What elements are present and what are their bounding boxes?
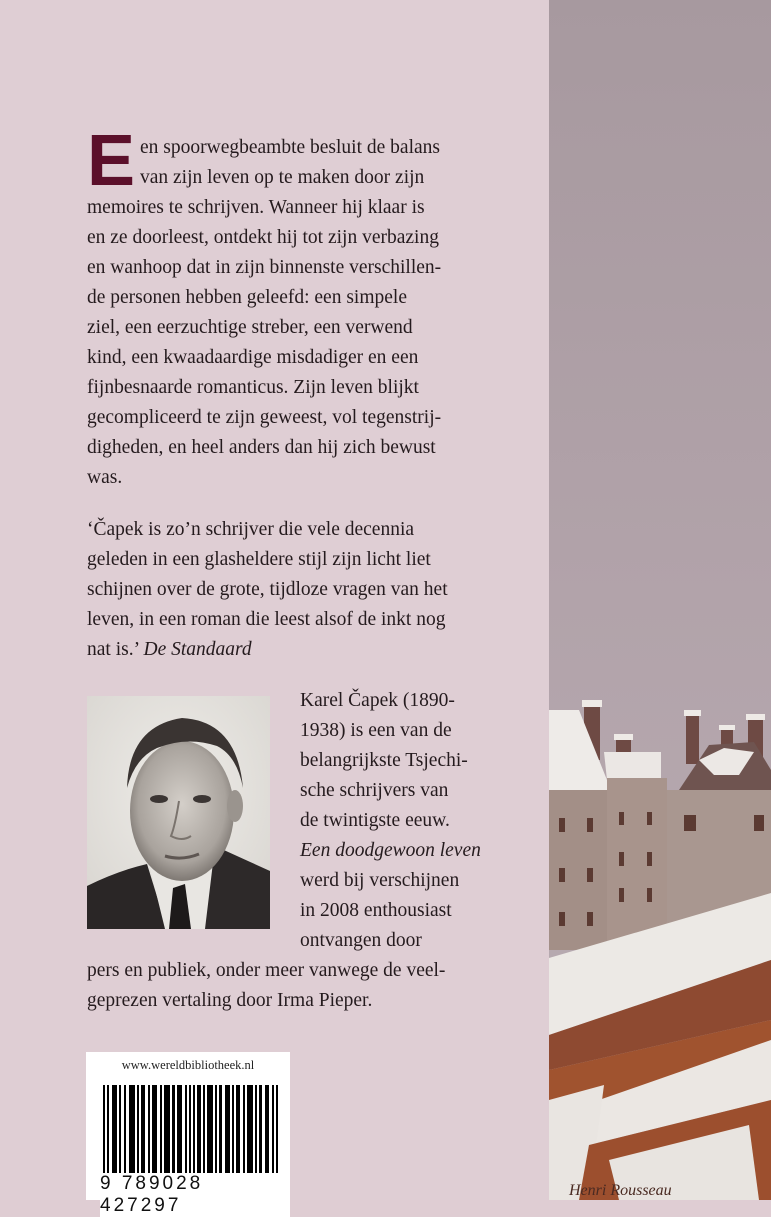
quote-line: schijnen over de grote, tijdloze vragen van het [87, 579, 448, 600]
bio-line: pers en publiek, onder meer vanwege de veel- [87, 960, 446, 981]
quote-line-last [87, 635, 527, 665]
blurb-line: de personen hebben geleefd: een simpele [87, 287, 407, 308]
blurb-line: fijnbesnaarde romanticus. Zijn leven blijkt [87, 377, 419, 398]
blurb-line: en spoorwegbeambte besluit de balans [140, 137, 440, 158]
author-bio-full [87, 956, 537, 1016]
quote-line: geleden in een glasheldere stijl zijn licht liet [87, 549, 431, 570]
blurb-line: digheden, en heel anders dan hij zich bewust [87, 437, 436, 458]
snowy-rooftops-painting-icon [549, 0, 771, 1200]
review-quote [87, 515, 527, 665]
barcode-icon [103, 1085, 283, 1185]
quote-source: De Standaard [143, 639, 252, 660]
book-title: Een doodgewoon leven [300, 840, 481, 861]
blurb-line: ziel, een eerzuchtige streber, een verwend [87, 317, 413, 338]
blurb-line: en ze doorleest, ontdekt hij tot zijn verbazing [87, 227, 439, 248]
bio-line: werd bij verschijnen [300, 870, 460, 891]
bio-line: de twintigste eeuw. [300, 810, 450, 831]
bio-line: 1938) is een van de [300, 720, 452, 741]
isbn-number: 9 789028 427297 [100, 1173, 290, 1217]
blurb-line: memoires te schrijven. Wanneer hij klaar is [87, 197, 425, 218]
barcode-panel [86, 1052, 290, 1216]
bio-line: sche schrijvers van [300, 780, 449, 801]
bio-line: in 2008 enthousiast [300, 900, 452, 921]
blurb-line: van zijn leven op te maken door zijn [140, 167, 425, 188]
blurb-line: en wanhoop dat in zijn binnenste verschillen- [87, 257, 442, 278]
author-photo-icon [87, 696, 270, 929]
quote-line: ‘Čapek is zo’n schrijver die vele decennia [87, 519, 415, 540]
bio-line: ontvangen door [300, 930, 422, 951]
blurb-line: was. [87, 467, 123, 488]
author-bio-column [300, 686, 540, 956]
blurb-line: gecompliceerd te zijn geweest, vol tegenstrij- [87, 407, 442, 428]
quote-line: leven, in een roman die leest alsof de inkt nog [87, 609, 446, 630]
cover-painting-strip [549, 0, 771, 1200]
bio-line: geprezen vertaling door Irma Pieper. [87, 990, 373, 1011]
drop-cap-letter: E [87, 121, 136, 201]
quote-end: nat is.’ [87, 639, 139, 660]
publisher-website: www.wereldbibliotheek.nl [121, 1058, 255, 1072]
bio-line: Karel Čapek (1890- [300, 690, 455, 711]
blurb-line: kind, een kwaadaardige misdadiger en een [87, 347, 419, 368]
painting-signature: Henri Rousseau [569, 1182, 672, 1199]
bio-line: belangrijkste Tsjechi- [300, 750, 468, 771]
author-portrait [87, 696, 270, 929]
blurb-paragraph [87, 121, 527, 493]
